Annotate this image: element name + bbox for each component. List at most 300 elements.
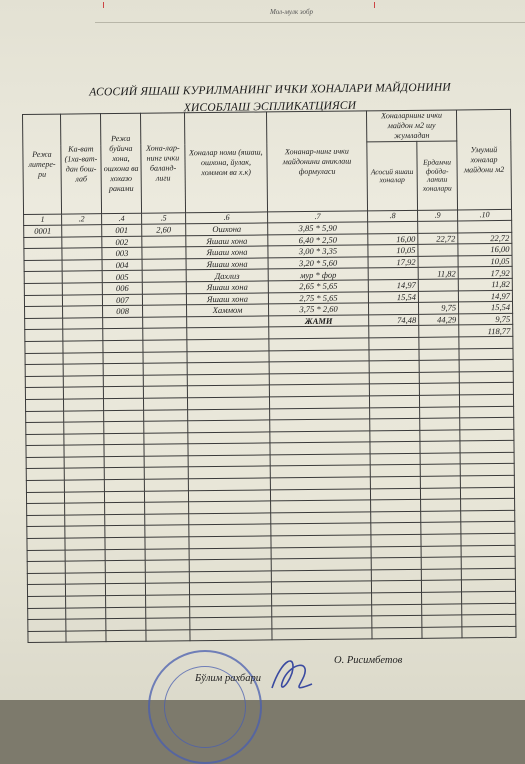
empty-cell <box>26 480 64 492</box>
empty-cell <box>106 607 146 619</box>
cell-no <box>103 329 143 341</box>
cell-height <box>142 235 186 247</box>
column-number: .7 <box>268 211 368 223</box>
cell-no: 007 <box>102 294 142 306</box>
cell-main: 74,48 <box>369 314 419 326</box>
cell-main: 16,00 <box>368 233 418 245</box>
empty-cell <box>144 432 188 444</box>
empty-cell <box>459 336 513 348</box>
empty-cell <box>144 456 188 468</box>
cell-floor <box>62 236 102 248</box>
empty-cell <box>372 592 422 604</box>
empty-cell <box>420 406 460 418</box>
empty-cell <box>25 387 63 399</box>
empty-cell <box>188 432 270 444</box>
cell-height <box>142 259 186 271</box>
empty-cell <box>419 395 459 407</box>
empty-cell <box>420 488 460 500</box>
empty-cell <box>190 629 272 641</box>
empty-cell <box>65 538 105 550</box>
empty-cell <box>65 526 105 538</box>
empty-cell <box>269 361 369 374</box>
cell-liter: 0001 <box>24 225 62 237</box>
empty-cell <box>26 492 64 504</box>
cell-total: 15,54 <box>458 302 512 314</box>
empty-cell <box>66 607 106 619</box>
empty-cell <box>189 513 271 525</box>
empty-cell <box>26 469 64 481</box>
empty-cell <box>460 441 514 453</box>
column-number: .9 <box>418 210 458 221</box>
empty-cell <box>143 386 187 398</box>
cell-floor <box>63 329 103 341</box>
cell-name: Ошхона <box>186 223 268 235</box>
empty-cell <box>459 348 513 360</box>
column-number: .5 <box>142 213 186 224</box>
empty-cell <box>64 491 104 503</box>
cell-main: 14,97 <box>368 279 418 291</box>
empty-cell <box>63 341 103 353</box>
cell-name <box>187 327 269 339</box>
empty-cell <box>145 537 189 549</box>
cell-no: 002 <box>102 236 142 248</box>
empty-cell <box>28 619 66 631</box>
header-formula: Хонанар-нинг ички майдонини аниклаш формуласи <box>266 111 367 212</box>
empty-cell <box>370 476 420 488</box>
empty-cell <box>64 445 104 457</box>
empty-cell <box>421 499 461 511</box>
empty-cell <box>461 545 515 557</box>
empty-cell <box>419 383 459 395</box>
empty-cell <box>65 514 105 526</box>
cell-liter <box>24 295 62 307</box>
empty-cell <box>64 457 104 469</box>
empty-cell <box>371 523 421 535</box>
cell-aux <box>419 325 459 337</box>
empty-cell <box>63 364 103 376</box>
empty-cell <box>371 546 421 558</box>
document-title-line1: АСОСИЙ ЯШАШ КУРИЛМАНИНГ ИЧКИ ХОНАЛАРИ МАЙДОНИНИ <box>89 81 451 99</box>
cell-aux <box>418 256 458 268</box>
cell-main <box>368 303 418 315</box>
cell-floor <box>62 225 102 237</box>
empty-cell <box>187 339 269 351</box>
empty-cell <box>26 457 64 469</box>
empty-cell <box>187 397 269 409</box>
cell-no: 008 <box>103 305 143 317</box>
cell-no: 001 <box>102 224 142 236</box>
empty-cell <box>371 500 421 512</box>
empty-cell <box>422 627 462 639</box>
empty-cell <box>460 417 514 429</box>
empty-cell <box>372 627 422 639</box>
empty-cell <box>271 500 371 513</box>
cell-total <box>458 220 512 232</box>
header-aux-area: Ердамчи фойда-ланиш хоналари <box>417 141 458 210</box>
header-height: Хона-лар-нинг ички баланд-лиги <box>140 113 185 213</box>
empty-cell <box>25 341 63 353</box>
header-total: Умумий хоналар майдони м2 <box>456 109 511 210</box>
empty-cell <box>462 626 516 638</box>
empty-cell <box>270 454 370 467</box>
empty-cell <box>27 515 65 527</box>
empty-cell <box>25 399 63 411</box>
empty-cell <box>26 445 64 457</box>
empty-cell <box>145 525 189 537</box>
empty-cell <box>269 373 369 386</box>
cell-liter <box>24 283 62 295</box>
cell-liter <box>24 237 62 249</box>
empty-cell <box>460 429 514 441</box>
cell-main <box>368 268 418 280</box>
cell-floor <box>62 283 102 295</box>
empty-cell <box>188 420 270 432</box>
empty-cell <box>105 584 145 596</box>
empty-cell <box>66 596 106 608</box>
empty-cell <box>371 511 421 523</box>
empty-cell <box>461 568 515 580</box>
empty-cell <box>65 584 105 596</box>
cell-main: 17,92 <box>368 256 418 268</box>
cell-floor <box>62 271 102 283</box>
empty-cell <box>146 606 190 618</box>
document-title-line2: ХИСОБЛАШ ЭСПЛИКАТЦИЯСИ <box>183 99 357 115</box>
cell-formula: 2,65 * 5,65 <box>268 280 368 293</box>
empty-cell <box>269 338 369 351</box>
empty-cell <box>372 616 422 628</box>
empty-cell <box>369 372 419 384</box>
cell-no: 006 <box>102 282 142 294</box>
empty-cell <box>187 374 269 386</box>
empty-cell <box>27 561 65 573</box>
signature <box>262 648 322 700</box>
empty-cell <box>461 510 515 522</box>
empty-cell <box>27 538 65 550</box>
cell-formula: 3,85 * 5,90 <box>268 222 368 235</box>
empty-cell <box>189 536 271 548</box>
empty-cell <box>190 594 272 606</box>
empty-cell <box>63 399 103 411</box>
empty-cell <box>187 362 269 374</box>
cell-total: 11,82 <box>458 278 512 290</box>
empty-cell <box>420 476 460 488</box>
empty-cell <box>27 584 65 596</box>
empty-cell <box>460 452 514 464</box>
empty-cell <box>187 350 269 362</box>
cell-aux: 22,72 <box>418 233 458 245</box>
empty-cell <box>369 337 419 349</box>
empty-cell <box>143 351 187 363</box>
empty-cell <box>143 398 187 410</box>
empty-cell <box>103 340 143 352</box>
column-number: .4 <box>102 213 142 224</box>
empty-cell <box>25 353 63 365</box>
empty-cell <box>420 430 460 442</box>
empty-cell <box>144 479 188 491</box>
empty-cell <box>64 410 104 422</box>
explication-table-wrap <box>22 109 516 674</box>
column-number: .10 <box>458 209 512 221</box>
cell-height <box>143 305 187 317</box>
cell-aux: 11,82 <box>418 267 458 279</box>
cell-name: Яшаш хона <box>186 281 268 293</box>
cell-formula: 2,75 * 5,65 <box>268 291 368 304</box>
empty-cell <box>371 534 421 546</box>
empty-cell <box>370 407 420 419</box>
empty-cell <box>460 464 514 476</box>
empty-cell <box>27 503 65 515</box>
cell-aux: 9,75 <box>418 302 458 314</box>
column-number: 1 <box>24 214 62 225</box>
cell-height <box>142 293 186 305</box>
cell-total: 118,77 <box>459 325 513 337</box>
empty-cell <box>64 422 104 434</box>
empty-cell <box>145 502 189 514</box>
empty-cell <box>104 491 144 503</box>
empty-cell <box>369 395 419 407</box>
empty-cell <box>421 522 461 534</box>
empty-cell <box>270 489 370 502</box>
empty-cell <box>269 396 369 409</box>
empty-cell <box>269 384 369 397</box>
empty-cell <box>104 421 144 433</box>
empty-cell <box>103 398 143 410</box>
cell-liter <box>25 318 63 330</box>
empty-cell <box>372 604 422 616</box>
empty-cell <box>272 616 372 629</box>
empty-cell <box>421 546 461 558</box>
empty-cell <box>188 455 270 467</box>
explication-table <box>22 109 517 643</box>
empty-cell <box>370 418 420 430</box>
empty-cell <box>371 558 421 570</box>
empty-cell <box>28 608 66 620</box>
empty-cell <box>28 631 66 643</box>
empty-cell <box>189 524 271 536</box>
empty-cell <box>269 349 369 362</box>
empty-cell <box>103 387 143 399</box>
empty-cell <box>369 360 419 372</box>
empty-cell <box>459 359 513 371</box>
empty-cell <box>188 408 270 420</box>
empty-cell <box>144 467 188 479</box>
cell-floor <box>63 317 103 329</box>
empty-cell <box>103 352 143 364</box>
empty-cell <box>64 468 104 480</box>
cell-floor <box>62 294 102 306</box>
cell-floor <box>62 259 102 271</box>
empty-cell <box>26 422 64 434</box>
empty-cell <box>25 364 63 376</box>
cell-height <box>143 317 187 329</box>
empty-cell <box>461 522 515 534</box>
empty-cell <box>63 387 103 399</box>
cell-name <box>187 316 269 328</box>
cell-liter <box>24 260 62 272</box>
empty-cell <box>104 456 144 468</box>
attached-sheet-strip <box>95 0 525 23</box>
cell-height: 2,60 <box>142 224 186 236</box>
signatory-name: О. Рисимбетов <box>334 655 403 666</box>
empty-cell <box>461 533 515 545</box>
cell-no: 005 <box>102 271 142 283</box>
cell-formula: 6,40 * 2,50 <box>268 233 368 246</box>
empty-cell <box>270 407 370 420</box>
empty-cell <box>106 618 146 630</box>
empty-cell <box>462 615 516 627</box>
empty-cell <box>370 430 420 442</box>
strip-lines <box>103 2 375 8</box>
empty-cell <box>270 419 370 432</box>
cell-no: 004 <box>102 259 142 271</box>
cell-name: Яшаш хона <box>186 292 268 304</box>
cell-height <box>142 282 186 294</box>
empty-cell <box>189 571 271 583</box>
empty-cell <box>104 433 144 445</box>
official-stamp <box>148 650 262 764</box>
empty-cell <box>187 385 269 397</box>
cell-total: 17,92 <box>458 267 512 279</box>
empty-cell <box>370 488 420 500</box>
empty-cell <box>461 557 515 569</box>
cell-total: 14,97 <box>458 290 512 302</box>
cell-formula <box>269 326 369 339</box>
cell-main <box>368 221 418 233</box>
empty-cell <box>421 557 461 569</box>
empty-cell <box>144 421 188 433</box>
cell-total: 16,00 <box>458 244 512 256</box>
cell-liter <box>25 329 63 341</box>
empty-cell <box>63 352 103 364</box>
empty-cell <box>461 499 515 511</box>
empty-cell <box>459 383 513 395</box>
empty-cell <box>419 372 459 384</box>
empty-cell <box>461 580 515 592</box>
cell-floor <box>63 306 103 318</box>
empty-cell <box>63 375 103 387</box>
cell-main <box>369 326 419 338</box>
empty-cell <box>271 512 371 525</box>
empty-cell <box>421 580 461 592</box>
empty-cell <box>419 348 459 360</box>
empty-cell <box>103 363 143 375</box>
cell-height <box>142 247 186 259</box>
empty-cell <box>420 441 460 453</box>
empty-cell <box>65 561 105 573</box>
empty-cell <box>419 337 459 349</box>
empty-cell <box>65 549 105 561</box>
empty-cell <box>146 595 190 607</box>
empty-cell <box>369 349 419 361</box>
empty-cell <box>188 490 270 502</box>
cell-main: 15,54 <box>368 291 418 303</box>
empty-cell <box>143 363 187 375</box>
empty-cell <box>371 581 421 593</box>
empty-cell <box>145 583 189 595</box>
empty-cell <box>419 360 459 372</box>
empty-cell <box>145 560 189 572</box>
empty-cell <box>65 503 105 515</box>
empty-cell <box>189 501 271 513</box>
cell-aux: 44,29 <box>419 314 459 326</box>
cell-total: 10,05 <box>458 255 512 267</box>
empty-cell <box>422 604 462 616</box>
empty-cell <box>25 376 63 388</box>
cell-height <box>142 270 186 282</box>
empty-cell <box>26 434 64 446</box>
cell-no <box>103 317 143 329</box>
empty-cell <box>421 511 461 523</box>
empty-cell <box>27 550 65 562</box>
empty-cell <box>462 603 516 615</box>
cell-formula: 3,00 * 3,35 <box>268 245 368 258</box>
cell-aux <box>418 221 458 233</box>
cell-total: 22,72 <box>458 232 512 244</box>
empty-cell <box>145 514 189 526</box>
empty-cell <box>28 596 66 608</box>
header-area-group: Хоналарнинг ички майдон м2 шу жумладан <box>366 110 456 142</box>
empty-cell <box>188 443 270 455</box>
cell-name: Яшаш хона <box>186 246 268 258</box>
empty-cell <box>104 479 144 491</box>
cell-main: 10,05 <box>368 245 418 257</box>
cell-aux <box>418 291 458 303</box>
cell-liter <box>24 248 62 260</box>
empty-cell <box>64 480 104 492</box>
cell-formula: мур * фор <box>268 268 368 281</box>
empty-cell <box>420 418 460 430</box>
empty-cell <box>105 549 145 561</box>
empty-cell <box>370 465 420 477</box>
empty-cell <box>421 534 461 546</box>
cell-formula: 3,75 * 2,60 <box>269 303 369 316</box>
header-row <box>23 109 511 145</box>
empty-cell <box>189 559 271 571</box>
cell-no: 003 <box>102 247 142 259</box>
empty-cell <box>26 411 64 423</box>
empty-cell <box>272 628 372 641</box>
table-body <box>24 220 516 642</box>
empty-cell <box>270 465 370 478</box>
cell-floor <box>62 248 102 260</box>
empty-cell <box>145 572 189 584</box>
empty-cell <box>105 514 145 526</box>
empty-cell <box>144 490 188 502</box>
empty-cell <box>106 595 146 607</box>
empty-cell <box>106 630 146 642</box>
empty-cell <box>420 464 460 476</box>
empty-cell <box>369 384 419 396</box>
empty-cell <box>27 573 65 585</box>
empty-cell <box>27 527 65 539</box>
empty-cell <box>189 582 271 594</box>
cell-formula: ЖАМИ <box>269 315 369 328</box>
header-room-name: Хоналар номи (яшаш, ошхона, йулак, хоммом ва х.к) <box>184 112 267 213</box>
empty-cell <box>459 394 513 406</box>
cell-name: Яшаш хона <box>186 258 268 270</box>
column-number: .6 <box>186 212 268 224</box>
empty-cell <box>270 477 370 490</box>
empty-cell <box>143 340 187 352</box>
empty-cell <box>104 468 144 480</box>
empty-cell <box>460 487 514 499</box>
cell-height <box>143 328 187 340</box>
empty-cell <box>104 410 144 422</box>
empty-cell <box>105 537 145 549</box>
signatory-role: Бўлим рахбари <box>195 673 261 684</box>
empty-cell <box>422 615 462 627</box>
cell-name: Хаммом <box>187 304 269 316</box>
